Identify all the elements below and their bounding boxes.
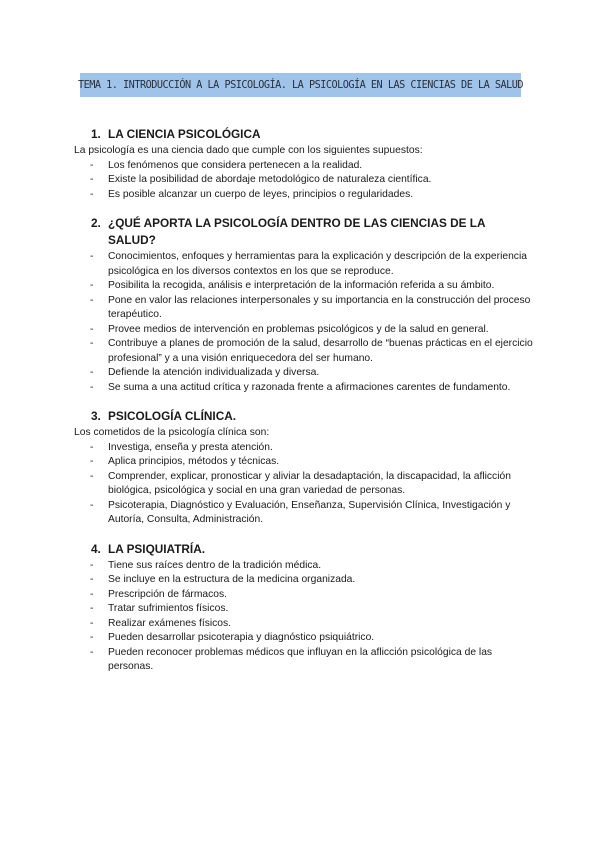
list-item: - Conocimientos, enfoques y herramientas para la explicación y descripción de la experiencia psicológica en los diversos contextos en los que se reproduce.	[74, 250, 534, 279]
section-heading	[74, 126, 534, 143]
section-number: 4.	[91, 541, 101, 556]
section-2	[74, 215, 534, 395]
list-item: - Provee medios de intervención en problemas psicológicos y de la salud en general.	[74, 323, 534, 338]
list-item: - Posibilita la recogida, análisis e interpretación de la información referida a su ámbito.	[74, 279, 534, 294]
list-item: - Realizar exámenes físicos.	[74, 617, 534, 632]
list-item: - Defiende la atención individualizada y diversa.	[74, 366, 534, 381]
section-intro: Los cometidos de la psicología clínica son:	[74, 427, 270, 438]
section-intro: La psicología es una ciencia dado que cumple con los siguientes supuestos:	[74, 145, 423, 156]
section-heading	[74, 215, 534, 249]
bullet-list	[74, 559, 534, 675]
section-4	[74, 541, 534, 675]
list-item: - Tiene sus raíces dentro de la tradición médica.	[74, 559, 534, 574]
document-body	[74, 126, 534, 688]
list-item: - Contribuye a planes de promoción de la salud, desarrollo de “buenas prácticas en el ejercicio profesional” y a una visión enriquecedora del ser humano.	[74, 337, 534, 366]
title-highlight	[77, 73, 524, 97]
section-number: 3.	[91, 409, 101, 423]
list-item: - Aplica principios, métodos y técnicas.	[74, 455, 534, 470]
list-item: - Comprender, explicar, pronosticar y aliviar la desadaptación, la discapacidad, la aflicción biológica, psicológica y social en una gran variedad de personas.	[74, 470, 534, 499]
section-heading	[74, 408, 534, 425]
list-item: - Se suma a una actitud crítica y razonada frente a afirmaciones carentes de fundamento.	[74, 381, 534, 396]
list-item: - Prescripción de fármacos.	[74, 588, 534, 603]
list-item: - Pueden desarrollar psicoterapia y diagnóstico psiquiátrico.	[74, 631, 534, 646]
list-item: - Los fenómenos que considera pertenecen a la realidad.	[74, 159, 534, 174]
list-item: - Es posible alcanzar un cuerpo de leyes, principios o regularidades.	[74, 188, 534, 203]
document-title: TEMA 1. INTRODUCCIÓN A LA PSICOLOGÍA. LA PSICOLOGÍA EN LAS CIENCIAS DE LA SALUD	[77, 79, 524, 91]
list-item: - Pueden reconocer problemas médicos que influyan en la aflicción psicológica de las personas.	[74, 646, 534, 675]
section-number: 2.	[91, 216, 101, 230]
list-item: - Pone en valor las relaciones interpersonales y su importancia en la construcción del proceso terapéutico.	[74, 294, 534, 323]
list-item: - Investiga, enseña y presta atención.	[74, 441, 534, 456]
section-number: 1.	[91, 127, 101, 141]
list-item: - Existe la posibilidad de abordaje metodológico de naturaleza científica.	[74, 173, 534, 188]
list-item: - Tratar sufrimientos físicos.	[74, 602, 534, 617]
list-item: - Psicoterapia, Diagnóstico y Evaluación, Enseñanza, Supervisión Clínica, Investigación y Autoría, Consulta, Administración.	[74, 499, 534, 528]
bullet-list	[74, 441, 534, 528]
section-1	[74, 126, 534, 202]
bullet-list	[74, 159, 534, 203]
list-item: - Se incluye en la estructura de la medicina organizada.	[74, 573, 534, 588]
section-heading-text: LA CIENCIA PSICOLÓGICA	[108, 127, 261, 141]
bullet-list	[74, 250, 534, 395]
section-3	[74, 408, 534, 528]
section-heading	[74, 541, 534, 558]
section-heading-text: ¿QUÉ APORTA LA PSICOLOGÍA DENTRO DE LAS CIENCIAS DE LA SALUD?	[108, 216, 486, 247]
section-heading-text: LA PSIQUIATRÍA.	[108, 541, 205, 556]
section-heading-text: PSICOLOGÍA CLÍNICA.	[108, 409, 237, 423]
